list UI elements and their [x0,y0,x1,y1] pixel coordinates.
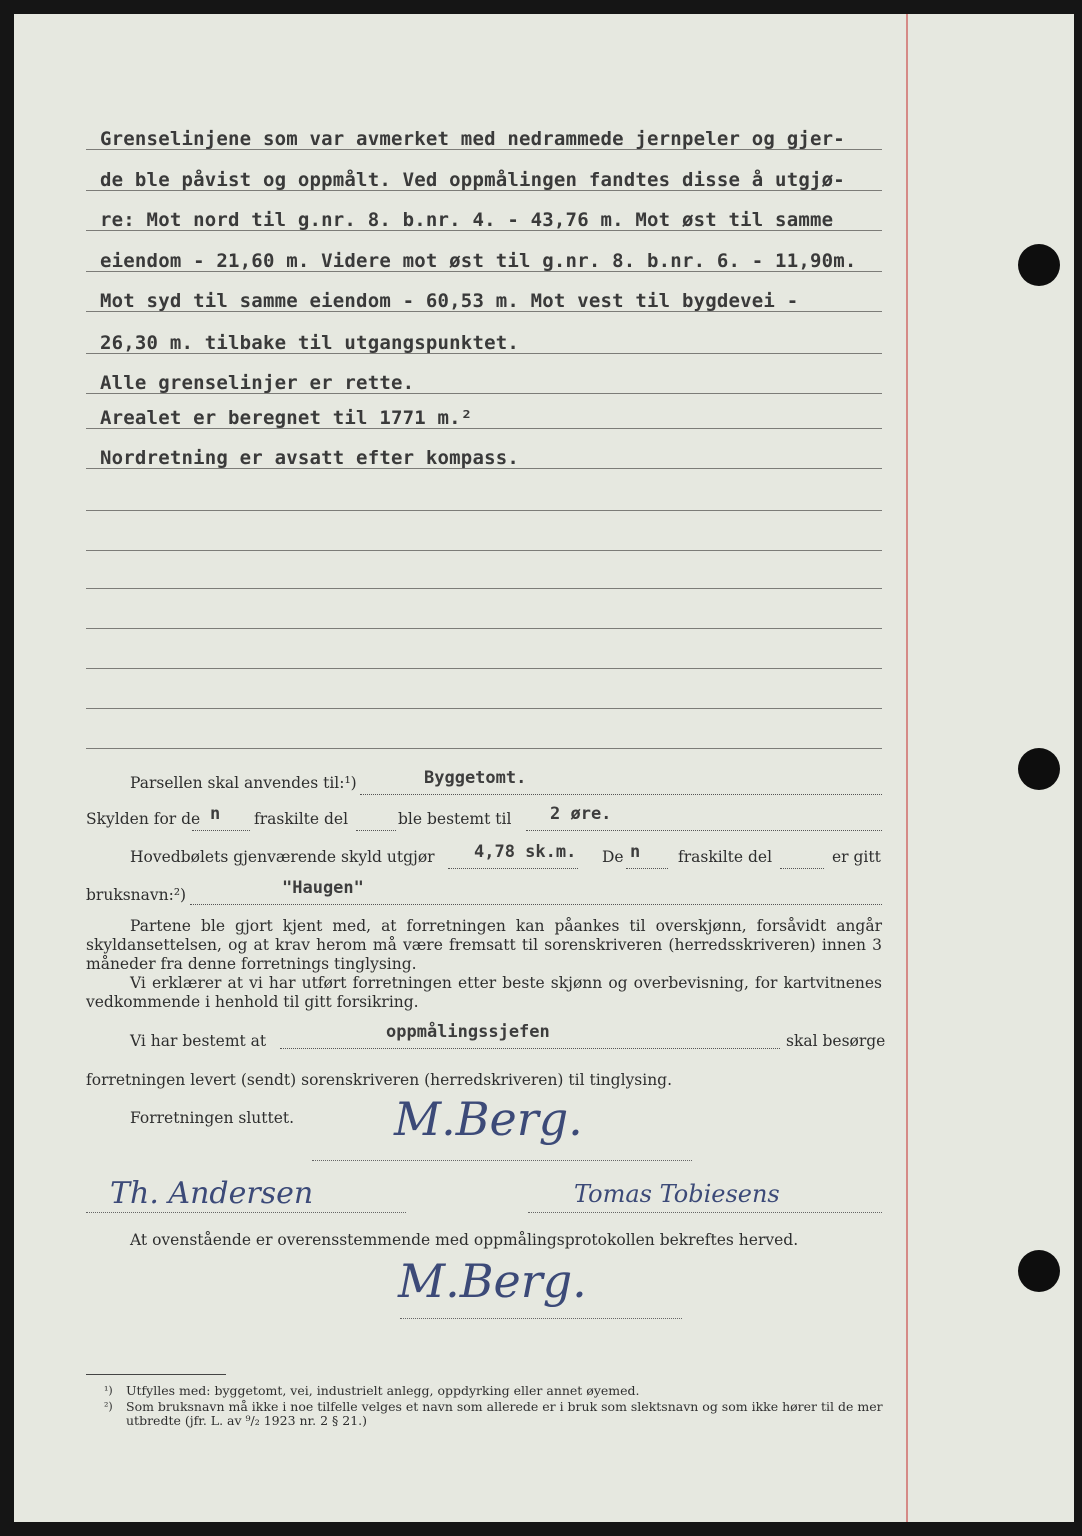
parsell-label: Parsellen skal anvendes til:¹) [130,774,357,792]
bruksnavn-value: "Haugen" [282,878,364,898]
parsell-value: Byggetomt. [424,768,527,788]
ruled-line [86,588,882,589]
footnote-1-text: Utfylles med: byggetomt, vei, industrielt anlegg, oppdyrking eller annet øyemed. [126,1383,640,1398]
paragraph-declaration: Vi erklærer at vi har utført forretningen etter beste skjønn og overbevisning, for kartvitnenes vedkommende i henhold til gitt forsikring. [86,974,882,1011]
hoved-value-dotted [448,868,578,869]
footnote-2-number: ²) [104,1400,113,1413]
ruled-line [86,628,882,629]
punch-hole-bottom [1018,1250,1060,1292]
signature-2: Th. Andersen [110,1176,314,1211]
hoved-end: er gitt [832,848,881,866]
hoved-value: 4,78 sk.m. [474,842,577,862]
typed-line-9: Nordretning er avsatt efter kompass. [100,447,520,469]
footnote-2 [104,1399,886,1428]
footnote-2-text: Som bruksnavn må ikke i noe tilfelle velges et navn som allerede er i bruk som slektsnavn og som ikke hører til de mer utbredte (jfr. L. av ⁹/₂ 1923 nr. 2 § 21.) [126,1399,883,1428]
besorge-value: oppmålingssjefen [386,1022,550,1042]
ruled-line [86,550,882,551]
signature-4: M.Berg. [398,1254,587,1308]
punch-hole-middle [1018,748,1060,790]
hoved-mid: fraskilte del [678,848,773,866]
hoved-de: De [602,848,624,866]
signature-line-3 [528,1212,882,1213]
skyld-prefix: Skylden for de [86,810,201,828]
typed-line-3: re: Mot nord til g.nr. 8. b.nr. 4. - 43,76 m. Mot øst til samme [100,209,834,231]
typed-line-1: Grenselinjene som var avmerket med nedrammede jernpeler og gjer- [100,128,845,150]
skyld-de-value: n [210,804,221,824]
hoved-de-value: n [630,842,641,862]
document-page [14,14,1074,1522]
besorge-prefix: Vi har bestemt at [130,1032,267,1050]
typed-line-6: 26,30 m. tilbake til utgangspunktet. [100,332,520,354]
footnote-separator [86,1374,226,1375]
signature-line-4 [400,1318,682,1319]
ruled-line [86,708,882,709]
typed-line-2: de ble påvist og oppmålt. Ved oppmålingen fandtes disse å utgjø- [100,169,845,191]
bruksnavn-label: bruksnavn:²) [86,886,187,904]
footnote-1 [104,1383,886,1398]
signature-line-2 [86,1212,406,1213]
levert-text: forretningen levert (sendt) sorenskriveren (herredskriveren) til tinglysing. [86,1071,673,1089]
ruled-line [86,668,882,669]
parsell-dotted-line [360,794,882,795]
skyld-bestemt: ble bestemt til [398,810,512,828]
skyld-mid: fraskilte del [254,810,349,828]
typed-line-5: Mot syd til samme eiendom - 60,53 m. Mot vest til bygdevei - [100,290,799,312]
skyld-del-dotted [356,830,396,831]
besorge-dotted [280,1048,780,1049]
skyld-de-dotted [192,830,250,831]
signature-3: Tomas Tobiesens [574,1180,780,1208]
bruksnavn-dotted [190,904,882,905]
besorge-suffix: skal besørge [786,1032,886,1050]
hoved-label: Hovedbølets gjenværende skyld utgjør [130,848,435,866]
attest-text: At ovenstående er overensstemmende med oppmålingsprotokollen bekreftes herved. [130,1231,799,1249]
typed-line-8: Arealet er beregnet til 1771 m.² [100,407,473,429]
hoved-del-dotted [780,868,824,869]
ruled-line [86,748,882,749]
paragraph-appeal: Partene ble gjort kjent med, at forretningen kan påankes til overskjønn, forsåvidt angår skyldansettelsen, og at krav herom må være fremsatt til sorenskriveren (herredsskriveren) innen 3 måneder fra denne forretnings tinglysing. [86,917,882,973]
ruled-line [86,510,882,511]
skyld-value-dotted [526,830,882,831]
hoved-de-dotted [626,868,668,869]
sluttet-text: Forretningen sluttet. [130,1109,295,1127]
typed-line-7: Alle grenselinjer er rette. [100,372,415,394]
margin-line [906,14,908,1522]
signature-1: M.Berg. [394,1092,583,1146]
skyld-value: 2 øre. [550,804,612,824]
footnote-1-number: ¹) [104,1384,113,1397]
typed-line-4: eiendom - 21,60 m. Videre mot øst til g.nr. 8. b.nr. 6. - 11,90m. [100,250,857,272]
signature-line-1 [312,1160,692,1161]
punch-hole-top [1018,244,1060,286]
